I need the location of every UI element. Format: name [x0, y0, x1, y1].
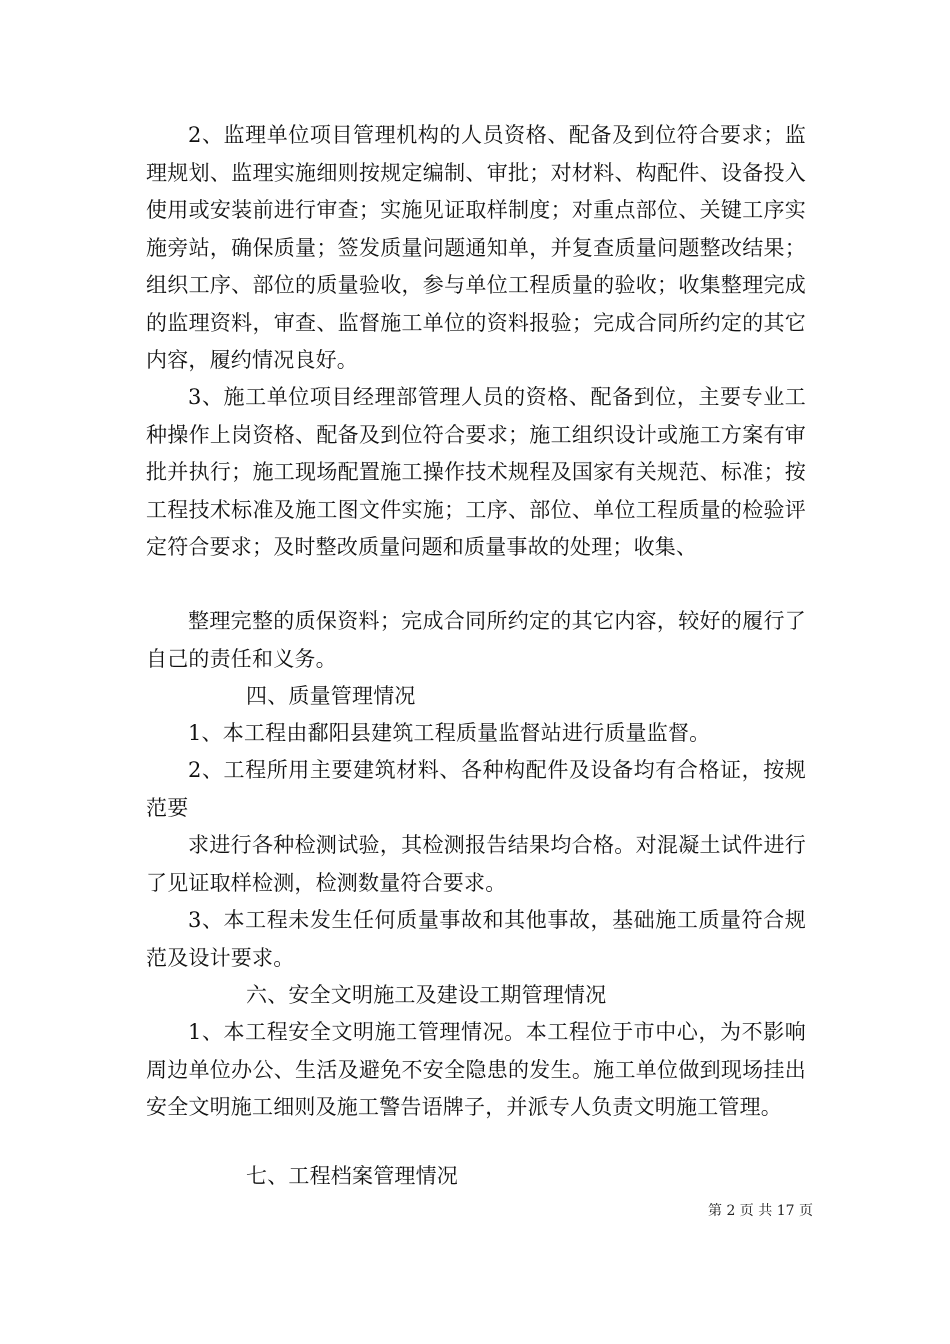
paragraph-materials-certificates: 2、工程所用主要建筑材料、各种构配件及设备均有合格证，按规范要 [146, 758, 806, 820]
paragraph-construction-unit-continued: 整理完整的质保资料；完成合同所约定的其它内容，较好的履行了自己的责任和义务。 [146, 609, 806, 671]
section-heading-safety-schedule: 六、安全文明施工及建设工期管理情况 [246, 983, 607, 1007]
section-heading-archive-management: 七、工程档案管理情况 [246, 1164, 458, 1188]
paragraph-testing-results: 求进行各种检测试验，其检测报告结果均合格。对混凝土试件进行了见证取样检测，检测数量符合要求。 [146, 833, 806, 895]
section-heading-quality-management: 四、质量管理情况 [246, 684, 416, 708]
paragraph-quality-supervision: 1、本工程由鄱阳县建筑工程质量监督站进行质量监督。 [188, 721, 711, 745]
paragraph-construction-unit: 3、施工单位项目经理部管理人员的资格、配备到位，主要专业工种操作上岗资格、配备及到位符合要求；施工组织设计或施工方案有审批并执行；施工现场配置施工操作技术规程及国家有关规范、标准；按工程技术标准及施工图文件实施；工序、部位、单位工程质量的检验评定符合要求；及时整改质量问题和质量事故的处理；收集、 [146, 385, 806, 559]
paragraph-safety-management: 1、本工程安全文明施工管理情况。本工程位于市中心，为不影响周边单位办公、生活及避免不安全隐患的发生。施工单位做到现场挂出安全文明施工细则及施工警告语牌子，并派专人负责文明施工管理。 [146, 1020, 806, 1119]
paragraph-supervision-unit: 2、监理单位项目管理机构的人员资格、配备及到位符合要求；监理规划、监理实施细则按规定编制、审批；对材料、构配件、设备投入使用或安装前进行审查；实施见证取样制度；对重点部位、关键工序实施旁站，确保质量；签发质量问题通知单，并复查质量问题整改结果；组织工序、部位的质量验收，参与单位工程质量的验收；收集整理完成的监理资料，审查、监督施工单位的资料报验；完成合同所约定的其它内容，履约情况良好。 [146, 123, 806, 372]
paragraph-no-accidents: 3、本工程未发生任何质量事故和其他事故，基础施工质量符合规范及设计要求。 [146, 908, 806, 970]
page-number-footer: 第 2 页 共 17 页 [708, 1203, 813, 1219]
